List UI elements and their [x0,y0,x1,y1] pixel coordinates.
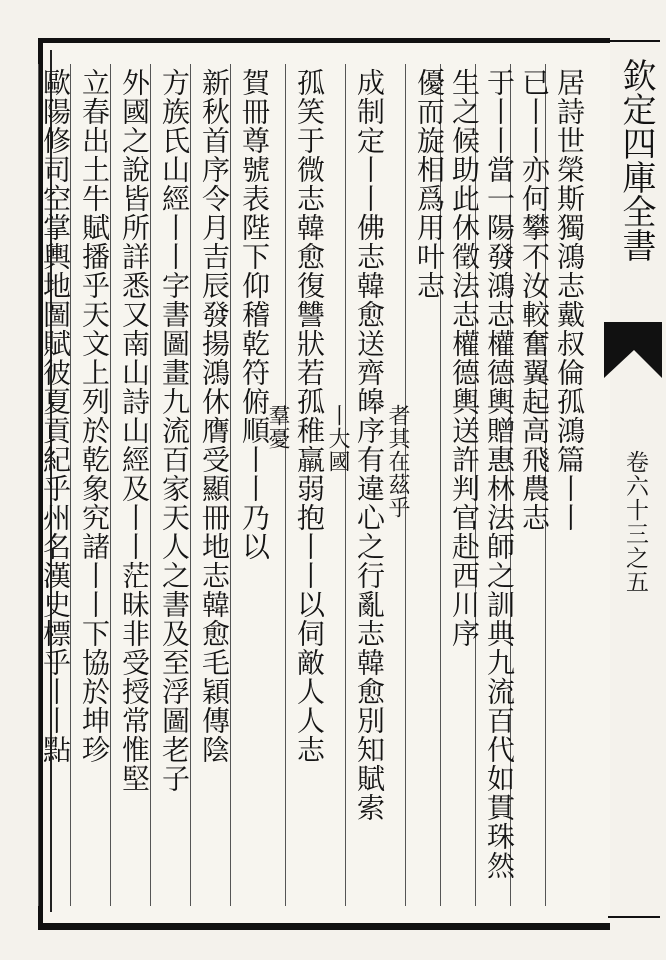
text-column: 立春出土牛賦播乎天文上列於乾象究諸丨丨下協於坤珍 [70,64,117,906]
text-column: 新秋首序令月吉辰發揚鴻休膺受顯冊地志韓愈毛穎傳陰 [190,64,237,906]
text-column: 孤笑于微志韓愈復讐狀若孤稚羸弱抱丨丨以伺敵人人志 [285,64,332,906]
text-column: 方族氏山經丨丨字書圖畫九流百家天人之書及至浮圖老子 [150,64,197,906]
text-column: 生之候助此休徵法志權德輿送許判官赴西川序 [440,64,487,906]
side-rule [608,40,660,42]
juan-label: 卷六十三之五 [622,450,648,594]
text-column: 優而旋相爲用叶志 [405,64,452,906]
margin-strip [608,40,660,920]
text-column: 歐陽修司空掌輿地圖賦彼夏貢紀乎州名漢史標乎丨丨點 [38,64,71,906]
text-column: 羣憂 [265,404,290,450]
side-rule [608,916,660,918]
fish-tail-mark-icon [604,322,662,378]
text-column: 成制定丨丨佛志韓愈送齊皞序有違心之行亂志韓愈別知賦索 [345,64,392,906]
text-column: 居詩世榮斯獨鴻志戴叔倫孤鴻篇丨丨 [545,64,592,906]
book-title: 欽定四庫全書 [616,58,656,262]
text-column: 賀冊尊號表陛下仰稽乾符俯順丨丨乃以 [230,64,277,906]
text-column: 已丨丨亦何攀不汝較奮翼起高飛農志 [510,64,557,906]
text-column: 丨大國 [325,404,350,473]
text-column: 者其在茲乎 [385,404,410,519]
text-column: 于丨丨當一陽發鴻志權德輿贈惠林法師之訓典九流百代如貫珠然 [475,64,522,906]
text-column: 外國之說皆所詳悉又南山詩山經及丨丨茫昧非受授常惟堅 [110,64,157,906]
